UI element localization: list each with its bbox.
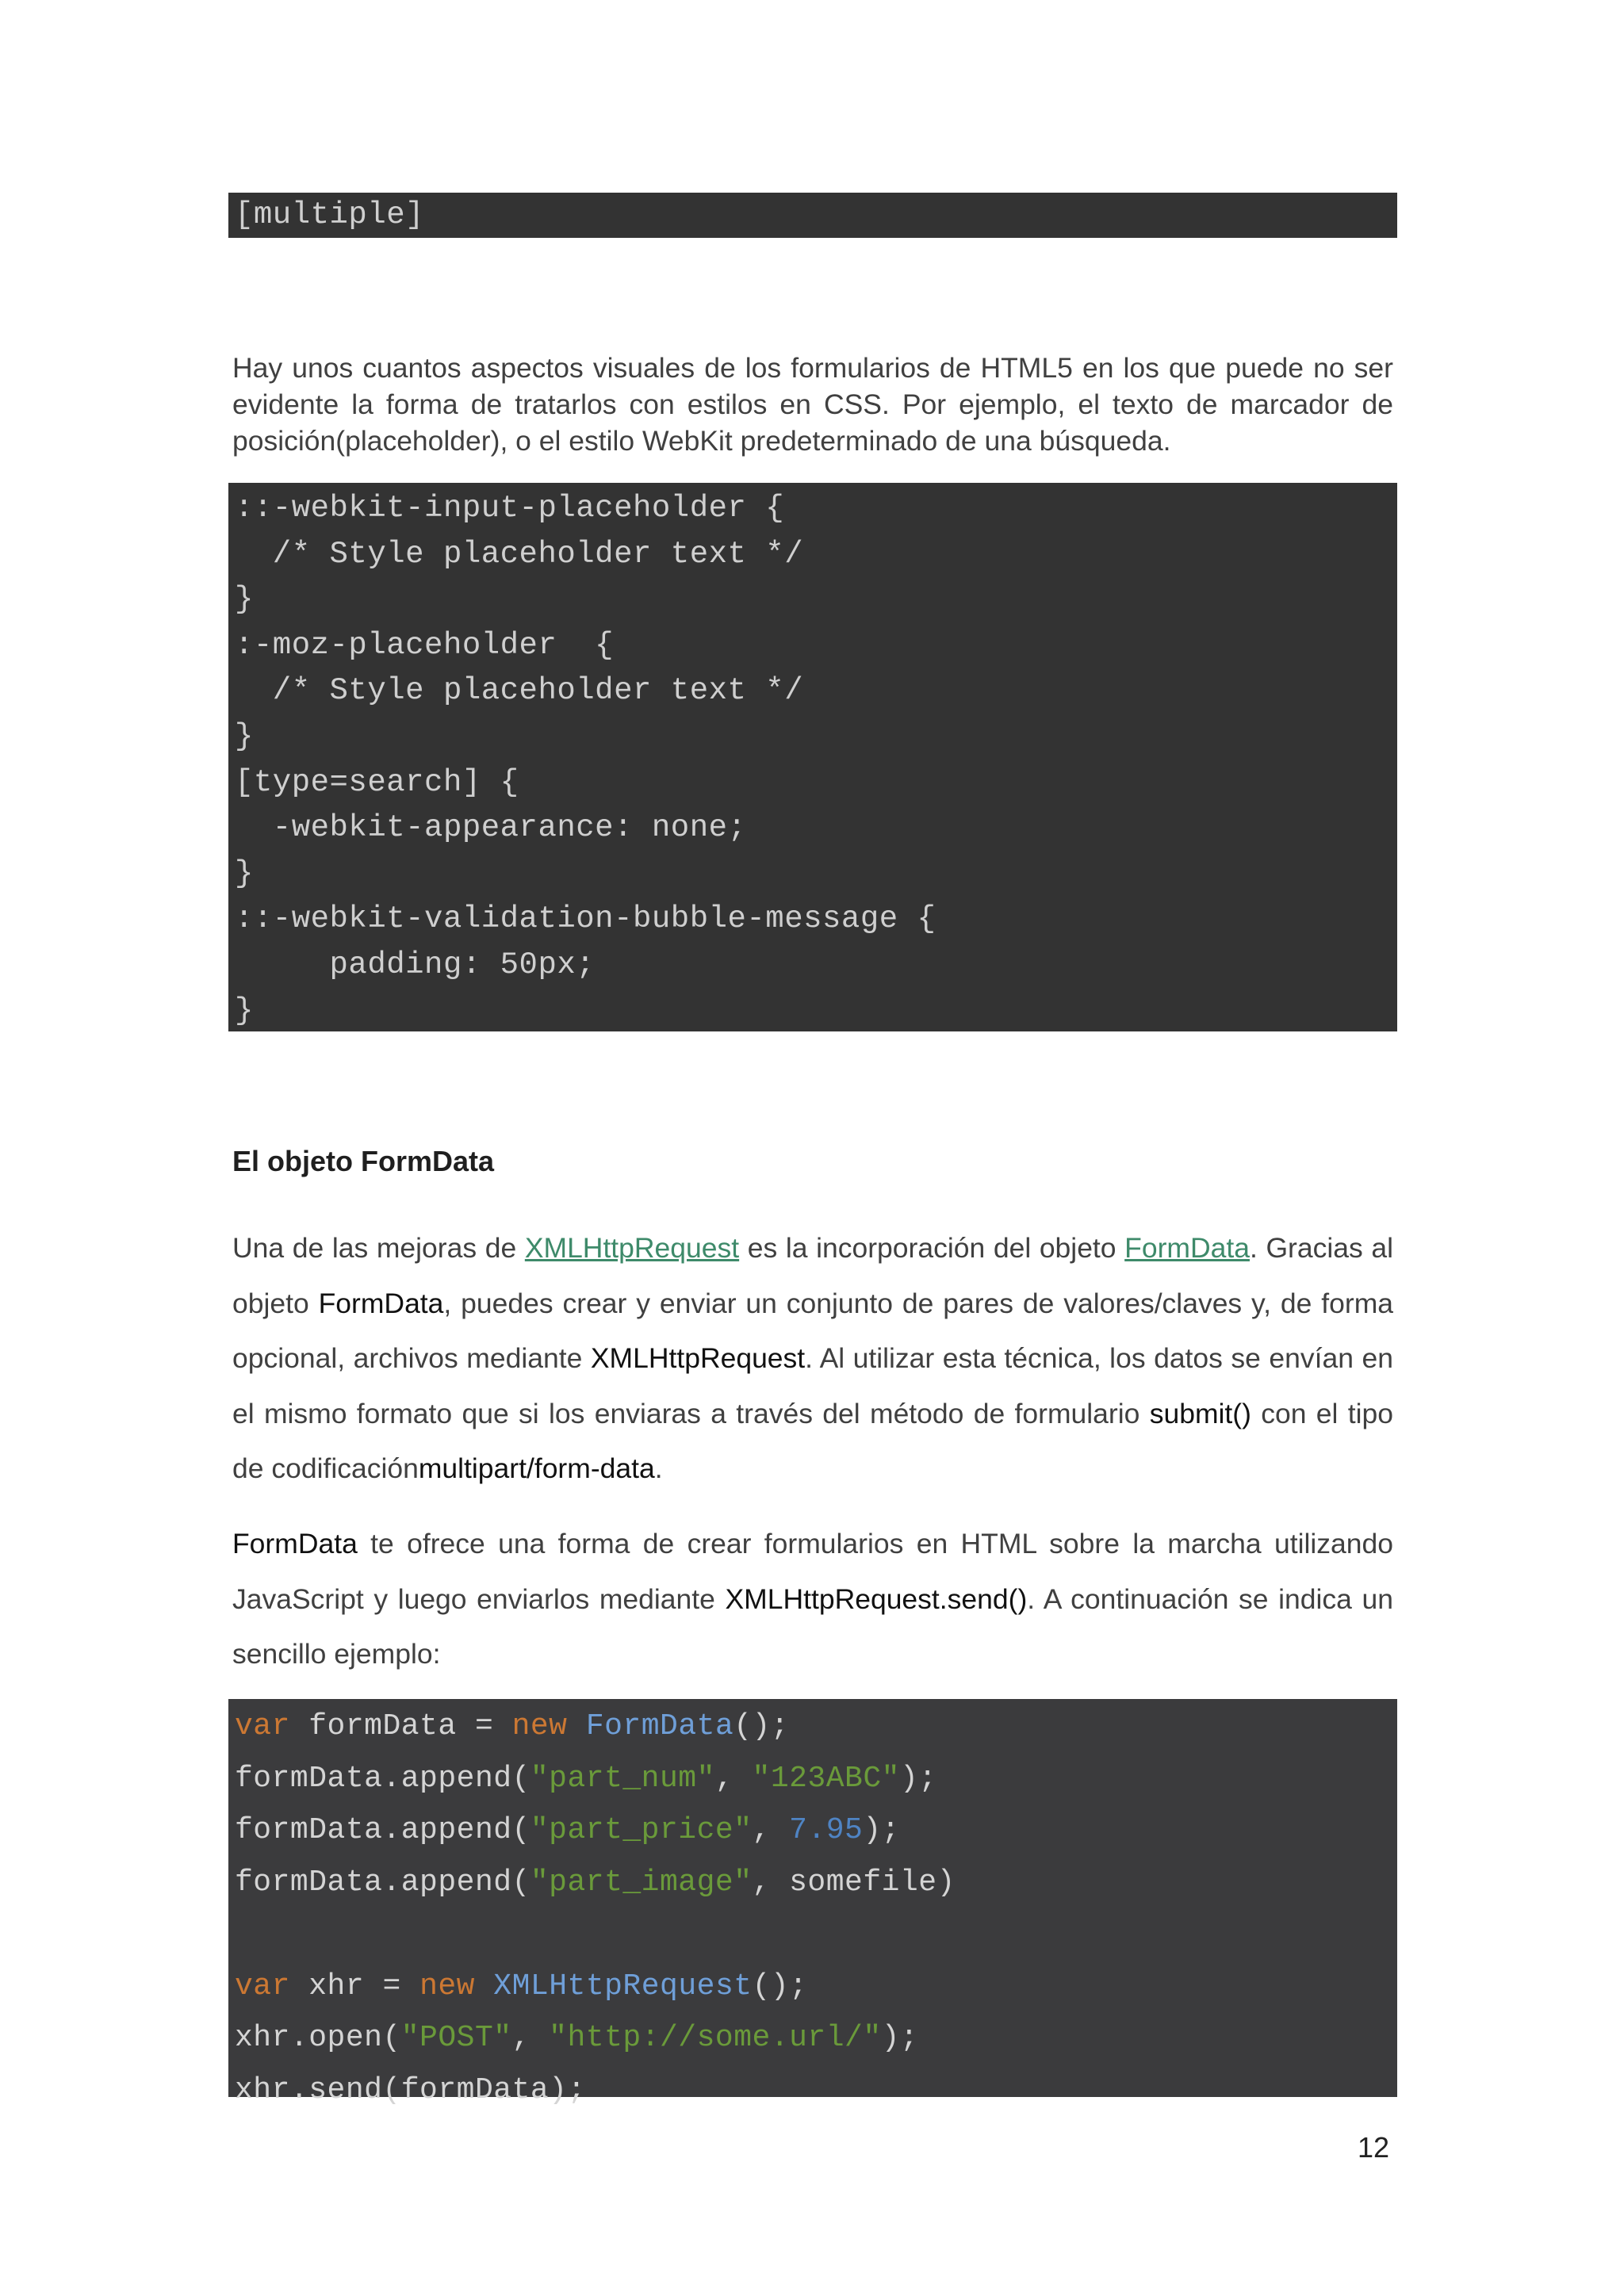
code-line <box>235 1961 1397 2013</box>
code-line: } <box>235 582 254 618</box>
string: "123ABC" <box>752 1761 900 1796</box>
term: FormData <box>232 1528 358 1559</box>
xmlhttprequest-link[interactable]: XMLHttpRequest <box>524 1232 740 1264</box>
code-text: formData.append( <box>235 1761 530 1796</box>
term: multipart/form-data <box>418 1452 655 1484</box>
text: Una de las mejoras de <box>232 1232 525 1264</box>
code-line <box>235 1701 1397 1753</box>
term: submit() <box>1149 1397 1251 1429</box>
code-line: } <box>235 855 254 891</box>
string: "POST" <box>400 2021 512 2055</box>
code-text: (); <box>733 1709 790 1743</box>
code-line <box>235 1804 1397 1857</box>
code-line: -webkit-appearance: none; <box>235 810 747 846</box>
code-line: /* Style placeholder text */ <box>235 536 804 572</box>
formdata-paragraph-1 <box>232 1221 1393 1497</box>
code-line: padding: 50px; <box>235 947 596 982</box>
term: FormData <box>318 1287 444 1319</box>
formdata-paragraph-2 <box>232 1517 1393 1682</box>
code-text: , <box>511 2021 550 2055</box>
number: 7.95 <box>789 1813 864 1847</box>
code-text: formData = <box>289 1709 512 1743</box>
code-text: (); <box>752 1969 808 2003</box>
code-text: , somefile) <box>752 1865 956 1900</box>
intro-paragraph: Hay unos cuantos aspectos visuales de los formularios de HTML5 en los que puede no ser evidente la forma de tratarlos con estilos en CSS. Por ejemplo, el texto de marcador de posición(placeholder), o el estilo WebKit predeterminado de una búsqueda. <box>232 352 1393 457</box>
string: "part_price" <box>530 1813 753 1847</box>
code-line <box>235 2012 1397 2064</box>
class-name: XMLHttpRequest <box>493 1969 753 2003</box>
code-text: ); <box>863 1813 900 1847</box>
text: es la incorporación del objeto <box>739 1232 1125 1264</box>
keyword: new <box>419 1969 475 2003</box>
code-line <box>235 2064 1397 2117</box>
code-text <box>568 1709 586 1743</box>
code-line <box>235 1857 1397 1909</box>
code-text: , <box>752 1813 790 1847</box>
code-block-js <box>228 1699 1397 2107</box>
code-block-multiple <box>228 193 1397 238</box>
code-block-css <box>228 483 1397 1031</box>
code-text: xhr = <box>289 1969 420 2003</box>
string: "part_num" <box>530 1761 715 1796</box>
code-text: xhr.open( <box>235 2021 401 2055</box>
text: . A continuación se indica un sencillo ejemplo: <box>232 1582 1393 1670</box>
text: te ofrece una forma de crear formularios en HTML sobre la marcha utilizando JavaScript y luego enviarlos mediante <box>232 1528 1393 1615</box>
code-line: } <box>235 718 254 754</box>
code-text: xhr.send(formData); <box>235 2072 586 2107</box>
code-line: [multiple] <box>235 197 425 232</box>
string: "http://some.url/" <box>549 2021 882 2055</box>
string: "part_image" <box>530 1865 753 1900</box>
formdata-link[interactable]: FormData <box>1124 1232 1250 1264</box>
keyword: new <box>511 1709 568 1743</box>
class-name: FormData <box>585 1709 734 1743</box>
code-line: } <box>235 993 254 1028</box>
code-line <box>235 1753 1397 1805</box>
keyword: var <box>235 1709 290 1743</box>
code-text: ); <box>899 1761 937 1796</box>
code-text: , <box>714 1761 753 1796</box>
section-heading: El objeto FormData <box>232 1145 495 1177</box>
page-number: 12 <box>1358 2131 1390 2164</box>
code-line: ::-webkit-validation-bubble-message { <box>235 901 936 937</box>
text: . Al utilizar esta técnica, los datos se envían en el mismo formato que si los enviaras a través del método de formulario <box>232 1342 1393 1429</box>
code-line: ::-webkit-input-placeholder { <box>235 491 785 526</box>
code-text: ); <box>881 2021 919 2055</box>
code-line: [type=search] { <box>235 764 519 800</box>
text: , puedes crear y enviar un conjunto de pares de valores/claves y, de forma opcional, archivos mediante <box>232 1287 1394 1374</box>
term: XMLHttpRequest <box>590 1342 806 1374</box>
code-text: formData.append( <box>235 1865 530 1900</box>
code-line-blank <box>235 1908 1397 1961</box>
text: . Gracias al objeto <box>232 1232 1393 1319</box>
keyword: var <box>235 1969 290 2003</box>
code-line: /* Style placeholder text */ <box>235 673 804 709</box>
term: XMLHttpRequest.send() <box>725 1582 1028 1615</box>
code-text <box>475 1969 493 2003</box>
text: . <box>654 1452 663 1484</box>
text: con el tipo de codificación <box>232 1397 1393 1484</box>
code-text: formData.append( <box>235 1813 530 1847</box>
code-line: :-moz-placeholder { <box>235 627 615 663</box>
